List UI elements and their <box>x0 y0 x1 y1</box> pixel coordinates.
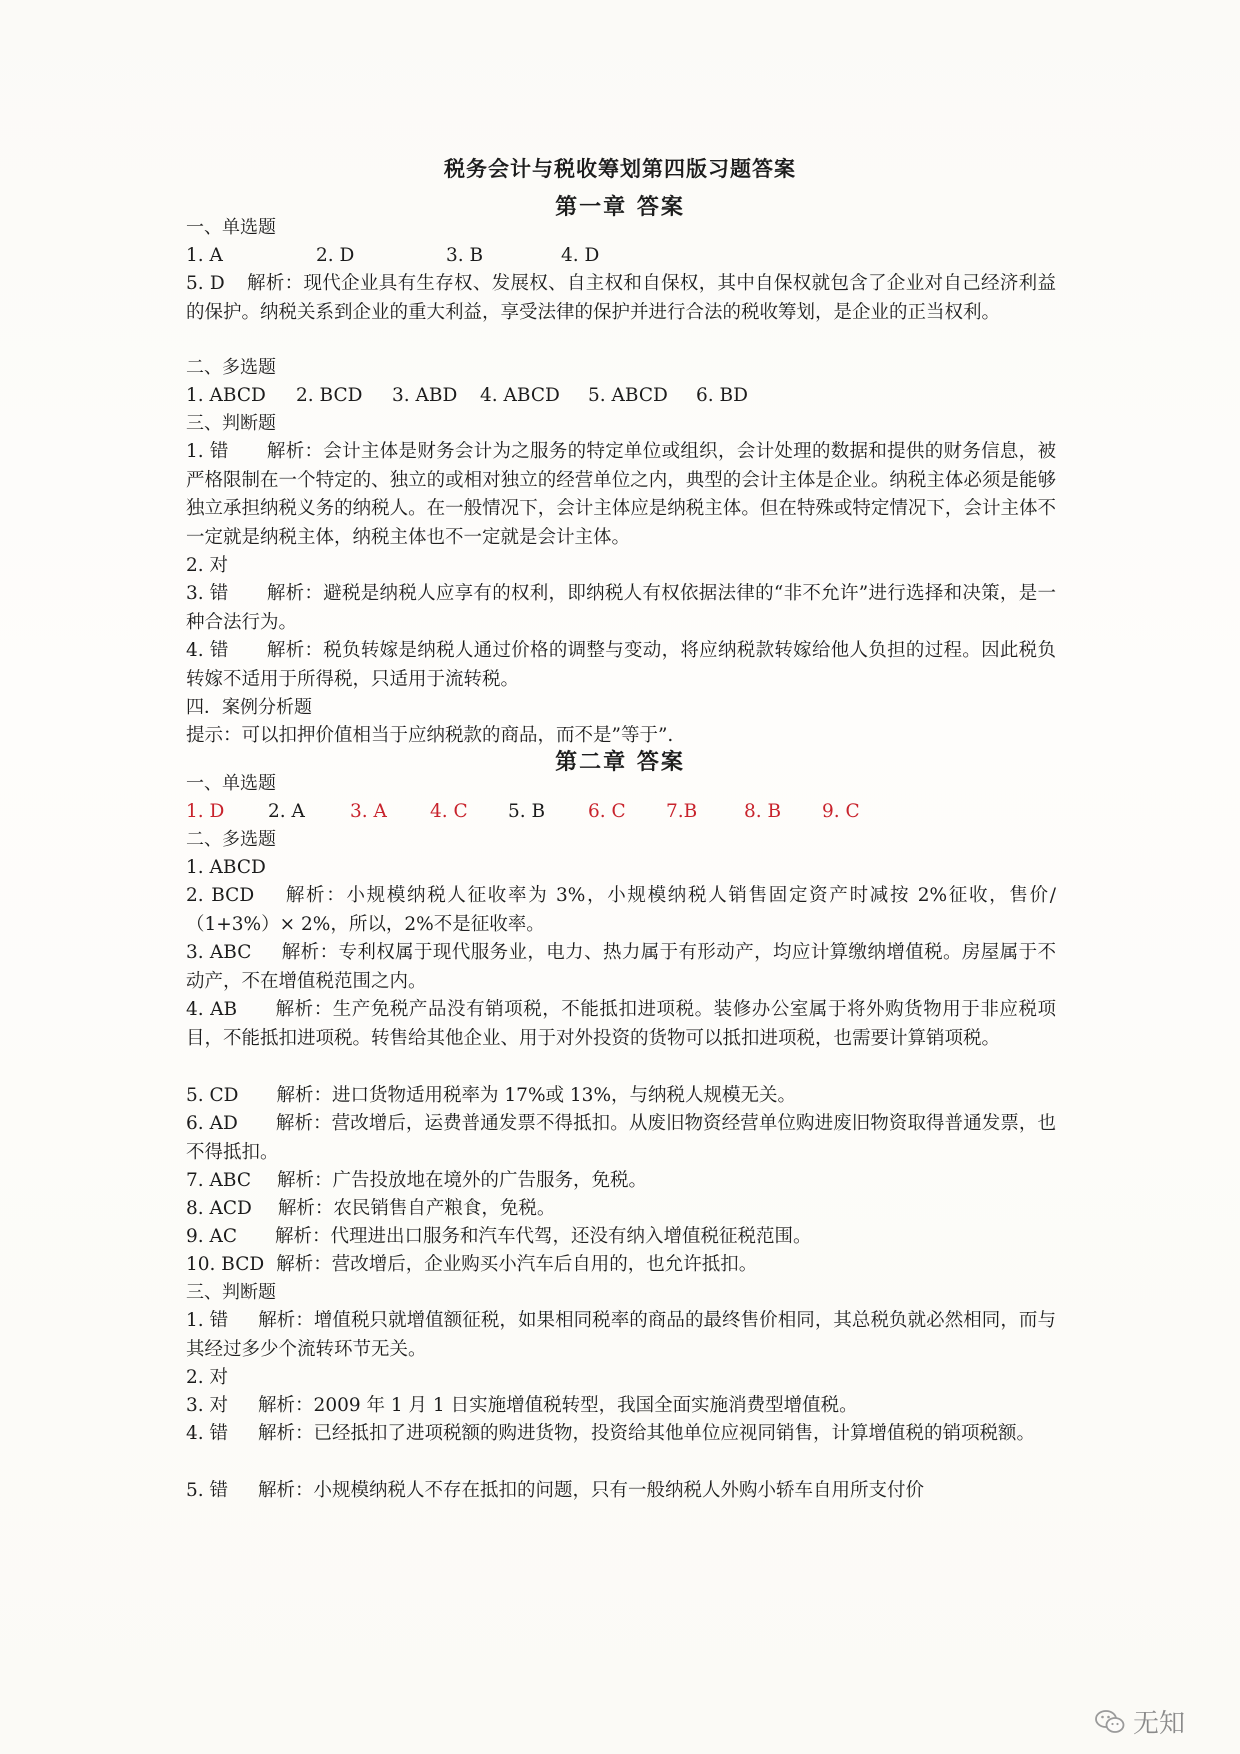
ch1-judge-heading: 三、判断题 <box>186 413 276 434</box>
answer-item: 8. B <box>744 801 782 822</box>
answer-analysis: 解析：农民销售自产粮食，免税。 <box>277 1198 556 1219</box>
answer-label: 3. 对 <box>186 1395 229 1416</box>
answer-analysis: 解析：已经抵扣了进项税额的购进货物，投资给其他单位应视同销售，计算增值税的销项税额。 <box>258 1423 1036 1444</box>
ch2-judge-5 <box>186 1477 1056 1505</box>
ch2-judge-2 <box>186 1364 1056 1392</box>
answer-label: 4. 错 <box>186 1423 229 1444</box>
ch2-judge-1 <box>186 1307 1056 1364</box>
answer-analysis: 解析：营改增后，运费普通发票不得抵扣。从废旧物资经营单位购进废旧物资取得普通发票，也不得抵扣。 <box>186 1113 1056 1163</box>
answer-item: 6. C <box>588 801 626 822</box>
ch1-judge-2 <box>186 552 1056 580</box>
answer-label: 1. 错 <box>186 441 229 462</box>
answer-analysis: 解析：专利权属于现代服务业，电力、热力属于有形动产，均应计算缴纳增值税。房屋属于不动产，不在增值税范围之内。 <box>186 942 1056 992</box>
answer-label: 2. 对 <box>186 555 229 576</box>
answer-label: 2. BCD <box>186 885 255 906</box>
answer-analysis: 解析：代理进出口服务和汽车代驾，还没有纳入增值税征税范围。 <box>275 1226 812 1247</box>
answer-label: 2. 对 <box>186 1367 229 1388</box>
answer-item: 2. BCD <box>296 385 363 406</box>
ch2-multi-9 <box>186 1223 1056 1251</box>
answer-label: 4. 错 <box>186 640 229 661</box>
answer-item: 1. D <box>186 801 225 822</box>
answer-analysis: 解析：2009 年 1 月 1 日实施增值税转型，我国全面实施消费型增值税。 <box>258 1395 858 1416</box>
answer-label: 5. 错 <box>186 1480 229 1501</box>
answer-analysis: 解析：税负转嫁是纳税人通过价格的调整与变动，将应纳税款转嫁给他人负担的过程。因此税负转嫁不适用于所得税，只适用于流转税。 <box>186 640 1056 690</box>
ch2-multi-3 <box>186 939 1056 996</box>
ch1-judge-1 <box>186 438 1056 552</box>
ch2-judge-heading: 三、判断题 <box>186 1282 276 1303</box>
answer-label: 4. AB <box>186 999 238 1020</box>
answer-item: 1. A <box>186 245 223 266</box>
answer-label: 10. BCD <box>186 1254 265 1275</box>
ch2-multi-5 <box>186 1082 1056 1110</box>
answer-item: 9. C <box>822 801 860 822</box>
chapter-1-content <box>186 214 1056 750</box>
answer-label: 1. ABCD <box>186 857 266 878</box>
ch2-judge-4 <box>186 1420 1056 1477</box>
answer-item: 4. C <box>430 801 468 822</box>
answer-label: 5. CD <box>186 1085 239 1106</box>
ch1-case-heading: 四．案例分析题 <box>186 697 312 718</box>
answer-item: 5. ABCD <box>588 385 668 406</box>
answer-label: 3. ABC <box>186 942 252 963</box>
answer-label: 3. 错 <box>186 583 229 604</box>
ch1-single-heading: 一、单选题 <box>186 217 276 238</box>
chapter-2-content <box>186 770 1056 1505</box>
answer-item: 5. B <box>508 801 546 822</box>
ch2-multi-8 <box>186 1195 1056 1223</box>
answer-analysis: 解析：生产免税产品没有销项税，不能抵扣进项税。装修办公室属于将外购货物用于非应税项目，不能抵扣进项税。转售给其他企业、用于对外投资的货物可以抵扣进项税，也需要计算销项税。 <box>186 999 1056 1049</box>
ch2-multi-4 <box>186 996 1056 1082</box>
answer-item: 3. A <box>350 801 387 822</box>
chapter-1-title: 第一章 答案 <box>555 194 685 220</box>
watermark-text: 无知 <box>1133 1709 1186 1739</box>
ch1-judge-3 <box>186 580 1056 637</box>
answer-analysis: 解析：增值税只就增值额征税，如果相同税率的商品的最终售价相同，其总税负就必然相同，而与其经过多少个流转环节无关。 <box>186 1310 1056 1360</box>
ch1-multi-answers <box>186 382 1056 410</box>
answer-label: 5. D <box>186 273 225 294</box>
answer-analysis: 解析：广告投放地在境外的广告服务，免税。 <box>277 1170 648 1191</box>
answer-label: 6. AD <box>186 1113 238 1134</box>
answer-label: 9. AC <box>186 1226 238 1247</box>
answer-item: 7.B <box>666 801 698 822</box>
ch2-multi-heading: 二、多选题 <box>186 829 276 850</box>
answer-item: 4. ABCD <box>480 385 560 406</box>
ch2-multi-2 <box>186 882 1056 939</box>
answer-analysis: 解析：现代企业具有生存权、发展权、自主权和自保权，其中自保权就包含了企业对自己经济利益的保护。纳税关系到企业的重大利益，享受法律的保护并进行合法的税收筹划，是企业的正当权利。 <box>186 273 1056 323</box>
answer-label: 1. 错 <box>186 1310 229 1331</box>
answer-item: 1. ABCD <box>186 385 266 406</box>
ch2-multi-6 <box>186 1110 1056 1167</box>
answer-item: 3. ABD <box>392 385 458 406</box>
answer-item: 2. A <box>268 801 305 822</box>
answer-analysis: 解析：小规模纳税人征收率为 3%，小规模纳税人销售固定资产时减按 2%征收，售价/（1+3%）× 2%，所以，2%不是征收率。 <box>186 885 1056 935</box>
answer-label: 8. ACD <box>186 1198 252 1219</box>
ch1-multi-heading: 二、多选题 <box>186 357 276 378</box>
answer-item: 6. BD <box>696 385 748 406</box>
ch1-judge-4 <box>186 637 1056 694</box>
answer-analysis: 解析：避税是纳税人应享有的权利，即纳税人有权依据法律的“非不允许”进行选择和决策，是一种合法行为。 <box>186 583 1056 633</box>
ch1-q5 <box>186 270 1056 354</box>
ch2-multi-1 <box>186 854 1056 882</box>
answer-item: 3. B <box>446 245 484 266</box>
ch2-multi-7 <box>186 1167 1056 1195</box>
chapter-2-title: 第二章 答案 <box>555 749 685 775</box>
ch2-multi-10 <box>186 1251 1056 1279</box>
watermark <box>1095 1703 1185 1740</box>
answer-label: 7. ABC <box>186 1170 251 1191</box>
ch2-single-answers <box>186 798 1056 826</box>
answer-analysis: 解析：营改增后，企业购买小汽车后自用的，也允许抵扣。 <box>276 1254 758 1275</box>
ch1-single-answers <box>186 242 1056 270</box>
ch2-single-heading: 一、单选题 <box>186 773 276 794</box>
document-title: 税务会计与税收筹划第四版习题答案 <box>444 156 796 181</box>
answer-item: 4. D <box>561 245 600 266</box>
answer-analysis: 解析：会计主体是财务会计为之服务的特定单位或组织，会计处理的数据和提供的财务信息，被严格限制在一个特定的、独立的或相对独立的经营单位之内，典型的会计主体是企业。纳税主体必须是能够独立承担纳税义务的纳税人。在一般情况下，会计主体应是纳税主体。但在特殊或特定情况下，会计主体不一定就是纳税主体，纳税主体也不一定就是会计主体。 <box>186 441 1056 548</box>
ch2-judge-3 <box>186 1392 1056 1420</box>
wechat-icon <box>1095 1709 1125 1735</box>
answer-item: 2. D <box>316 245 355 266</box>
ch1-case-hint: 提示：可以扣押价值相当于应纳税款的商品，而不是”等于”. <box>186 725 674 746</box>
answer-analysis: 解析：进口货物适用税率为 17%或 13%，与纳税人规模无关。 <box>276 1085 797 1106</box>
answer-analysis: 解析：小规模纳税人不存在抵扣的问题，只有一般纳税人外购小轿车自用所支付价 <box>258 1480 925 1501</box>
